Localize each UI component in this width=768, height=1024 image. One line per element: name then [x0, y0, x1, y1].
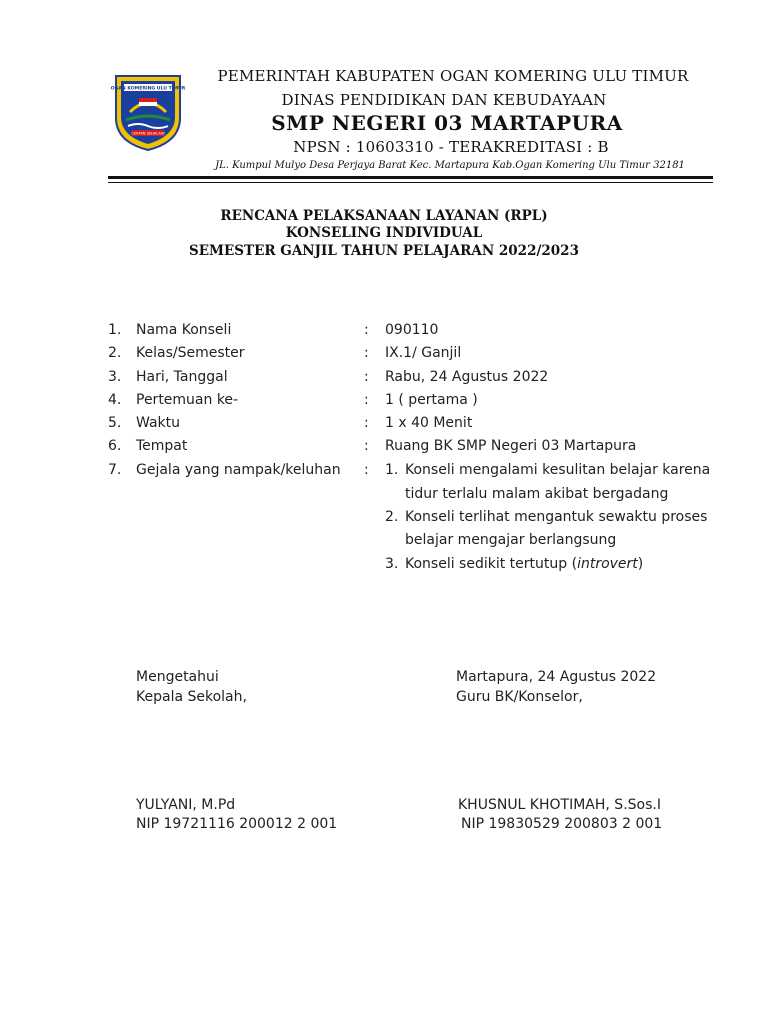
symptom-num: 3.	[385, 556, 399, 572]
counselor-nip: NIP 19830529 200803 2 001	[461, 816, 663, 832]
document-subtitle: KONSELING INDIVIDUAL	[285, 225, 483, 241]
logo-top-text: OGAN KOMERING ULU TIMUR	[110, 86, 186, 92]
symptom-text: Konseli mengalami kesulitan belajar karena	[405, 462, 711, 478]
npsn-line: NPSN : 10603310 - TERAKREDITASI : B	[293, 138, 609, 156]
department-line: DINAS PENDIDIKAN DAN KEBUDAYAAN	[281, 91, 607, 109]
principal-name: YULYANI, M.Pd	[136, 797, 236, 813]
header-rule-thin	[108, 182, 713, 183]
school-name: SMP NEGERI 03 MARTAPURA	[271, 111, 623, 135]
government-line: PEMERINTAH KABUPATEN OGAN KOMERING ULU TIMUR	[217, 67, 689, 85]
symptom-text: Konseli terlihat mengantuk sewaktu proses	[405, 509, 708, 525]
document-semester: SEMESTER GANJIL TAHUN PELAJARAN 2022/2023	[189, 243, 579, 259]
header-rule-thick	[108, 176, 713, 179]
address-line: JL. Kumpul Mulyo Desa Perjaya Barat Kec. Martapura Kab.Ogan Komering Ulu Timur 32181	[215, 160, 685, 171]
symptom-text: tidur terlalu malam akibat bergadang	[405, 486, 669, 502]
symptom-num: 1.	[385, 462, 399, 478]
logo-bottom-text: CERMIN SEHALANI	[131, 131, 165, 136]
symptom-num: 2.	[385, 509, 399, 525]
symptom-text: Konseli sedikit tertutup (introvert)	[405, 556, 644, 572]
counselor-name: KHUSNUL KHOTIMAH, S.Sos.I	[458, 797, 661, 813]
document-title: RENCANA PELAKSANAAN LAYANAN (RPL)	[220, 208, 548, 224]
symptom-text: belajar mengajar berlangsung	[405, 532, 617, 548]
principal-nip: NIP 19721116 200012 2 001	[136, 816, 338, 832]
